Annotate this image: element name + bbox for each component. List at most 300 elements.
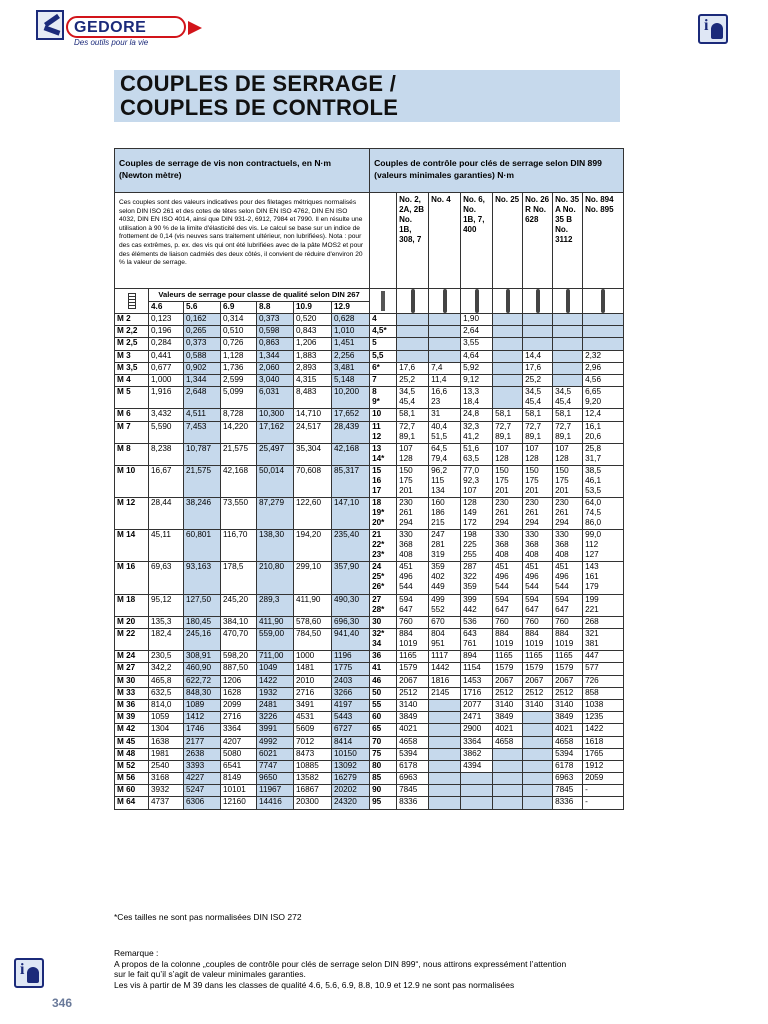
thread-size: M 56 <box>115 773 149 785</box>
remark <box>114 948 634 990</box>
torque-value: 3266 <box>332 687 370 699</box>
control-torque-value: 1154 <box>461 663 493 675</box>
control-torque-value <box>493 785 523 797</box>
control-torque-value <box>429 699 461 711</box>
torque-value: 0,373 <box>257 314 294 326</box>
nominal-size: 13 14* <box>370 443 397 465</box>
table-row <box>115 712 624 724</box>
torque-value: 5,099 <box>221 387 257 409</box>
tool-number-header: No. 26 R No. 628 <box>523 193 553 289</box>
torque-value: 180,45 <box>184 616 221 628</box>
torque-value: 13582 <box>294 773 332 785</box>
control-torque-value: 13,3 18,4 <box>461 387 493 409</box>
torque-value: 1196 <box>332 651 370 663</box>
torque-value: 465,8 <box>149 675 184 687</box>
control-torque-value: 107 128 <box>553 443 583 465</box>
control-torque-value: 64,5 79,4 <box>429 443 461 465</box>
control-torque-value <box>493 760 523 772</box>
thread-size: M 48 <box>115 748 149 760</box>
control-torque-value: 32,3 41,2 <box>461 421 493 443</box>
quality-class-header: 4.6 <box>149 301 184 314</box>
torque-value: 245,16 <box>184 629 221 651</box>
torque-value: 10,300 <box>257 409 294 421</box>
nominal-size: 75 <box>370 748 397 760</box>
torque-value: 1,883 <box>294 350 332 362</box>
control-torque-value: 858 <box>583 687 624 699</box>
table-row <box>115 562 624 594</box>
nominal-size: 8 9* <box>370 387 397 409</box>
control-torque-value: 4394 <box>461 760 493 772</box>
control-torque-value: 359 402 449 <box>429 562 461 594</box>
control-torque-value <box>523 797 553 809</box>
control-torque-value: 760 <box>397 616 429 628</box>
control-torque-value: 287 322 359 <box>461 562 493 594</box>
control-torque-value: 2,96 <box>583 362 624 374</box>
torque-value: 21,575 <box>221 443 257 465</box>
thread-size: M 12 <box>115 498 149 530</box>
thread-size: M 60 <box>115 785 149 797</box>
torque-value: 0,520 <box>294 314 332 326</box>
control-torque-value <box>429 736 461 748</box>
control-torque-value <box>493 773 523 785</box>
control-torque-value: 6,65 9,20 <box>583 387 624 409</box>
nominal-size: 21 22* 23* <box>370 530 397 562</box>
tool-number-header: No. 894 No. 895 <box>583 193 624 289</box>
control-torque-value: 6178 <box>553 760 583 772</box>
control-torque-value: 4658 <box>493 736 523 748</box>
torque-value: 5443 <box>332 712 370 724</box>
torque-value: 230,5 <box>149 651 184 663</box>
control-torque-value: 77,0 92,3 107 <box>461 465 493 497</box>
control-torque-value: 1579 <box>553 663 583 675</box>
control-torque-value: 2900 <box>461 724 493 736</box>
control-torque-value: 4,56 <box>583 374 624 386</box>
control-torque-value: 1579 <box>493 663 523 675</box>
torque-value: 4992 <box>257 736 294 748</box>
control-torque-value <box>493 374 523 386</box>
control-torque-value: 594 647 <box>493 594 523 616</box>
control-torque-value: 230 261 294 <box>493 498 523 530</box>
control-torque-value: 198 225 255 <box>461 530 493 562</box>
control-torque-value: 1816 <box>429 675 461 687</box>
nominal-size: 10 <box>370 409 397 421</box>
table-row <box>115 736 624 748</box>
control-torque-value: 1422 <box>583 724 624 736</box>
control-torque-value: 3849 <box>397 712 429 724</box>
thread-size: M 24 <box>115 651 149 663</box>
control-torque-value <box>523 760 553 772</box>
torque-value: 3364 <box>221 724 257 736</box>
control-torque-value <box>429 748 461 760</box>
wrench-icon <box>493 289 523 314</box>
control-torque-value: 451 496 544 <box>523 562 553 594</box>
torque-value: 10101 <box>221 785 257 797</box>
torque-value: 696,30 <box>332 616 370 628</box>
control-torque-value: 58,1 <box>493 409 523 421</box>
torque-value: 342,2 <box>149 663 184 675</box>
control-torque-value: 6963 <box>397 773 429 785</box>
control-torque-value: 330 368 408 <box>493 530 523 562</box>
torque-value: 1049 <box>257 663 294 675</box>
thread-size: M 18 <box>115 594 149 616</box>
control-torque-value <box>493 314 523 326</box>
torque-value: 1,344 <box>184 374 221 386</box>
torque-value: 12160 <box>221 797 257 809</box>
torque-value: 14,710 <box>294 409 332 421</box>
control-torque-value: 3140 <box>493 699 523 711</box>
control-torque-value: 2512 <box>397 687 429 699</box>
control-torque-value <box>523 712 553 724</box>
control-torque-value: 72,7 89,1 <box>523 421 553 443</box>
title-line-2: COUPLES DE CONTROLE <box>120 95 399 120</box>
torque-value: 1746 <box>184 724 221 736</box>
nominal-size: 46 <box>370 675 397 687</box>
thread-size: M 27 <box>115 663 149 675</box>
control-torque-value: 1165 <box>397 651 429 663</box>
control-torque-value <box>553 350 583 362</box>
torque-value: 5080 <box>221 748 257 760</box>
torque-value: 598,20 <box>221 651 257 663</box>
tool-number-header: No. 25 <box>493 193 523 289</box>
control-torque-value <box>553 374 583 386</box>
thread-size: M 16 <box>115 562 149 594</box>
control-torque-value <box>493 326 523 338</box>
control-torque-value: 7845 <box>553 785 583 797</box>
control-torque-value: 4,64 <box>461 350 493 362</box>
control-torque-value <box>493 387 523 409</box>
control-torque-value: 230 261 294 <box>397 498 429 530</box>
torque-value: 10150 <box>332 748 370 760</box>
control-torque-value <box>583 326 624 338</box>
control-torque-value <box>429 785 461 797</box>
control-torque-value: 760 <box>523 616 553 628</box>
control-torque-value <box>397 350 429 362</box>
control-torque-value: 2512 <box>493 687 523 699</box>
torque-value: 1000 <box>294 651 332 663</box>
control-torque-value <box>429 712 461 724</box>
torque-value: 10,787 <box>184 443 221 465</box>
table-row <box>115 616 624 628</box>
control-torque-value: 72,7 89,1 <box>553 421 583 443</box>
thread-size: M 6 <box>115 409 149 421</box>
control-torque-value <box>429 760 461 772</box>
control-torque-value: 6963 <box>553 773 583 785</box>
thread-size: M 52 <box>115 760 149 772</box>
nut-size-icon <box>370 289 397 314</box>
control-torque-value: 760 <box>493 616 523 628</box>
wrench-icon <box>461 289 493 314</box>
control-torque-value: 34,5 45,4 <box>523 387 553 409</box>
table-row <box>115 797 624 809</box>
control-torque-value: 594 647 <box>523 594 553 616</box>
control-torque-value: 17,6 <box>523 362 553 374</box>
control-torque-value: 99,0 112 127 <box>583 530 624 562</box>
control-torque-value: 34,5 45,4 <box>397 387 429 409</box>
torque-value: 887,50 <box>221 663 257 675</box>
torque-value: 138,30 <box>257 530 294 562</box>
toolbox-icon <box>36 10 64 40</box>
control-torque-value: 1912 <box>583 760 624 772</box>
torque-table <box>114 148 624 810</box>
control-torque-value: 760 <box>553 616 583 628</box>
torque-value: 4737 <box>149 797 184 809</box>
nominal-size: 32* 34 <box>370 629 397 651</box>
torque-value: 70,608 <box>294 465 332 497</box>
control-torque-value <box>429 326 461 338</box>
torque-value: 0,510 <box>221 326 257 338</box>
torque-value: 16,67 <box>149 465 184 497</box>
torque-value: 1,451 <box>332 338 370 350</box>
torque-value: 1412 <box>184 712 221 724</box>
torque-value: 784,50 <box>294 629 332 651</box>
control-torque-value: 4658 <box>397 736 429 748</box>
nominal-size: 24 25* 26* <box>370 562 397 594</box>
nominal-size: 36 <box>370 651 397 663</box>
torque-value: 1481 <box>294 663 332 675</box>
nominal-size: 90 <box>370 785 397 797</box>
torque-value: 1206 <box>221 675 257 687</box>
control-torque-value: 6178 <box>397 760 429 772</box>
thread-size: M 2 <box>115 314 149 326</box>
control-torque-value: 451 496 544 <box>397 562 429 594</box>
wrench-icon <box>397 289 429 314</box>
torque-value: 0,902 <box>184 362 221 374</box>
torque-value: 1,000 <box>149 374 184 386</box>
table-row <box>115 760 624 772</box>
torque-value: 1,128 <box>221 350 257 362</box>
control-torque-value <box>397 338 429 350</box>
control-torque-value: 2059 <box>583 773 624 785</box>
table-row <box>115 409 624 421</box>
torque-value: 3,432 <box>149 409 184 421</box>
torque-value: 0,265 <box>184 326 221 338</box>
control-torque-value: 9,12 <box>461 374 493 386</box>
torque-value: 3991 <box>257 724 294 736</box>
explanatory-note: Ces couples sont des valeurs indicatives pour des filetages métriques normalisés selon DIN ISO 261 et des cotes de têtes selon DIN EN ISO 4762, DIN EN ISO 4032, DIN EN ISO 4014, ainsi que DIN 931-2, 6912, 7984 et 7990. Il en résulte une utilisation à 90 % de la limite d'élasticité des vis. Le calcul se base sur un indice de frottement de 0,14 (vis neuves sans traitement ultérieur, non lubrifiées). Nota : pour des cas extrêmes, p. ex. des vis qui ont été lubrifiées avec de la pâte MOS2 et pour des éléments de liaison cadmiés des deux côtés, il convient de réduire d'environ 20 % la valeur de serrage. <box>115 193 370 289</box>
control-torque-value <box>523 785 553 797</box>
nominal-size: 95 <box>370 797 397 809</box>
table-row <box>115 374 624 386</box>
thread-size: M 42 <box>115 724 149 736</box>
torque-value: 460,90 <box>184 663 221 675</box>
control-torque-value: 230 261 294 <box>523 498 553 530</box>
nominal-size: 15 16 17 <box>370 465 397 497</box>
control-torque-value <box>429 797 461 809</box>
info-person-icon-footer: i <box>14 958 44 988</box>
control-torque-value: 2512 <box>523 687 553 699</box>
torque-value: 13092 <box>332 760 370 772</box>
control-torque-value: 24,8 <box>461 409 493 421</box>
torque-value: 6021 <box>257 748 294 760</box>
torque-value: 10885 <box>294 760 332 772</box>
tool-number-header: No. 4 <box>429 193 461 289</box>
control-torque-value <box>553 362 583 374</box>
torque-value: 0,863 <box>257 338 294 350</box>
torque-value: 60,801 <box>184 530 221 562</box>
torque-value: 3226 <box>257 712 294 724</box>
nominal-size: 6* <box>370 362 397 374</box>
control-torque-value: 1579 <box>397 663 429 675</box>
control-torque-value: 64,0 74,5 86,0 <box>583 498 624 530</box>
nominal-size: 80 <box>370 760 397 772</box>
wrench-icon <box>583 289 624 314</box>
table-row <box>115 314 624 326</box>
thread-size: M 7 <box>115 421 149 443</box>
remark-title: Remarque : <box>114 948 159 958</box>
torque-value: 470,70 <box>221 629 257 651</box>
torque-value: 20202 <box>332 785 370 797</box>
nominal-size: 5,5 <box>370 350 397 362</box>
torque-value: 95,12 <box>149 594 184 616</box>
torque-value: 622,72 <box>184 675 221 687</box>
torque-value: 1932 <box>257 687 294 699</box>
page-title <box>114 70 620 122</box>
nominal-size: 41 <box>370 663 397 675</box>
torque-value: 1,010 <box>332 326 370 338</box>
torque-value: 122,60 <box>294 498 332 530</box>
nominal-size: 7 <box>370 374 397 386</box>
control-torque-value <box>553 338 583 350</box>
control-torque-value: 8336 <box>553 797 583 809</box>
control-torque-value <box>461 785 493 797</box>
torque-value: 116,70 <box>221 530 257 562</box>
control-torque-value: 31 <box>429 409 461 421</box>
torque-value: 9650 <box>257 773 294 785</box>
torque-value: 21,575 <box>184 465 221 497</box>
torque-value: 210,80 <box>257 562 294 594</box>
thread-size: M 8 <box>115 443 149 465</box>
footnote: *Ces tailles ne sont pas normalisées DIN ISO 272 <box>114 912 302 922</box>
control-torque-value <box>523 736 553 748</box>
nominal-size: 4 <box>370 314 397 326</box>
quality-class-header: 5.6 <box>184 301 221 314</box>
quality-class-header: 12.9 <box>332 301 370 314</box>
control-torque-value: 884 1019 <box>523 629 553 651</box>
torque-value: 8149 <box>221 773 257 785</box>
control-torque-value: 38,5 46,1 53,5 <box>583 465 624 497</box>
control-torque-value: 804 951 <box>429 629 461 651</box>
thread-size: M 36 <box>115 699 149 711</box>
control-torque-value: 72,7 89,1 <box>397 421 429 443</box>
torque-value: 3932 <box>149 785 184 797</box>
thread-size: M 64 <box>115 797 149 809</box>
header-control: Couples de contrôle pour clés de serrage selon DIN 899 (valeurs minimales garanties) N·m <box>370 149 624 193</box>
table-row <box>115 421 624 443</box>
torque-value: 4227 <box>184 773 221 785</box>
control-torque-value: 150 175 201 <box>493 465 523 497</box>
torque-value: 2177 <box>184 736 221 748</box>
control-torque-value: 3,55 <box>461 338 493 350</box>
control-torque-value: 40,4 51,5 <box>429 421 461 443</box>
control-torque-value: 451 496 544 <box>553 562 583 594</box>
torque-value: 941,40 <box>332 629 370 651</box>
thread-size: M 3 <box>115 350 149 362</box>
control-torque-value: 16,1 20,6 <box>583 421 624 443</box>
torque-value: 2716 <box>294 687 332 699</box>
torque-value: 7,453 <box>184 421 221 443</box>
torque-value: 711,00 <box>257 651 294 663</box>
torque-value: 2638 <box>184 748 221 760</box>
torque-value: 3168 <box>149 773 184 785</box>
control-torque-value: 16,6 23 <box>429 387 461 409</box>
torque-value: 1422 <box>257 675 294 687</box>
torque-value: 1089 <box>184 699 221 711</box>
remark-line-1: A propos de la colonne „couples de contrôle pour clés de serrage selon DIN 899“, nous attirons expressément l’attention <box>114 958 567 969</box>
control-torque-value: 2077 <box>461 699 493 711</box>
table-row <box>115 687 624 699</box>
torque-value: 17,162 <box>257 421 294 443</box>
torque-value: 93,163 <box>184 562 221 594</box>
torque-value: 8,728 <box>221 409 257 421</box>
control-torque-value: - <box>583 785 624 797</box>
torque-value: 1638 <box>149 736 184 748</box>
control-torque-value: 2,64 <box>461 326 493 338</box>
control-torque-value: 12,4 <box>583 409 624 421</box>
control-torque-value: 330 368 408 <box>523 530 553 562</box>
torque-value: 50,014 <box>257 465 294 497</box>
tool-number-header: No. 6, No. 1B, 7, 400 <box>461 193 493 289</box>
control-torque-value: 3849 <box>553 712 583 724</box>
control-torque-value: 884 1019 <box>397 629 429 651</box>
torque-value: 384,10 <box>221 616 257 628</box>
torque-value: 5609 <box>294 724 332 736</box>
torque-value: 6727 <box>332 724 370 736</box>
torque-value: 14416 <box>257 797 294 809</box>
control-torque-value: 107 128 <box>397 443 429 465</box>
control-torque-value: 1453 <box>461 675 493 687</box>
table-row <box>115 748 624 760</box>
control-torque-value: 2067 <box>523 675 553 687</box>
table-row <box>115 387 624 409</box>
control-torque-value: 7,4 <box>429 362 461 374</box>
control-torque-value: 1165 <box>553 651 583 663</box>
control-torque-value: 2512 <box>553 687 583 699</box>
control-torque-value: 1038 <box>583 699 624 711</box>
torque-value: 3393 <box>184 760 221 772</box>
class-caption: Valeurs de serrage pour classe de qualité selon DIN 267 <box>149 289 370 302</box>
torque-value: 1,206 <box>294 338 332 350</box>
thread-size: M 2,5 <box>115 338 149 350</box>
control-torque-value: 107 128 <box>493 443 523 465</box>
control-torque-value: 160 186 215 <box>429 498 461 530</box>
control-torque-value: 11,4 <box>429 374 461 386</box>
nominal-size: 55 <box>370 699 397 711</box>
control-torque-value <box>553 326 583 338</box>
control-torque-value: 1618 <box>583 736 624 748</box>
remark-line-3: Les vis à partir de M 39 dans les classes de qualité 4.6, 5.6, 6.9, 8.8, 10.9 et 12.9 ne sont pas normalisées <box>114 979 515 990</box>
nominal-size: 65 <box>370 724 397 736</box>
torque-value: 87,279 <box>257 498 294 530</box>
control-torque-value: 1442 <box>429 663 461 675</box>
control-torque-value: 2067 <box>397 675 429 687</box>
torque-value: 85,317 <box>332 465 370 497</box>
torque-value: 0,162 <box>184 314 221 326</box>
torque-value: 0,196 <box>149 326 184 338</box>
nominal-size: 18 19* 20* <box>370 498 397 530</box>
torque-value: 8414 <box>332 736 370 748</box>
torque-value: 17,652 <box>332 409 370 421</box>
nominal-size: 11 12 <box>370 421 397 443</box>
torque-value: 2,599 <box>221 374 257 386</box>
control-torque-value <box>493 338 523 350</box>
control-torque-value: 3140 <box>397 699 429 711</box>
torque-value: 4,511 <box>184 409 221 421</box>
control-torque-value: 321 381 <box>583 629 624 651</box>
table-row <box>115 465 624 497</box>
control-torque-value: 72,7 89,1 <box>493 421 523 443</box>
torque-value: 4,315 <box>294 374 332 386</box>
control-torque-value: 3849 <box>493 712 523 724</box>
